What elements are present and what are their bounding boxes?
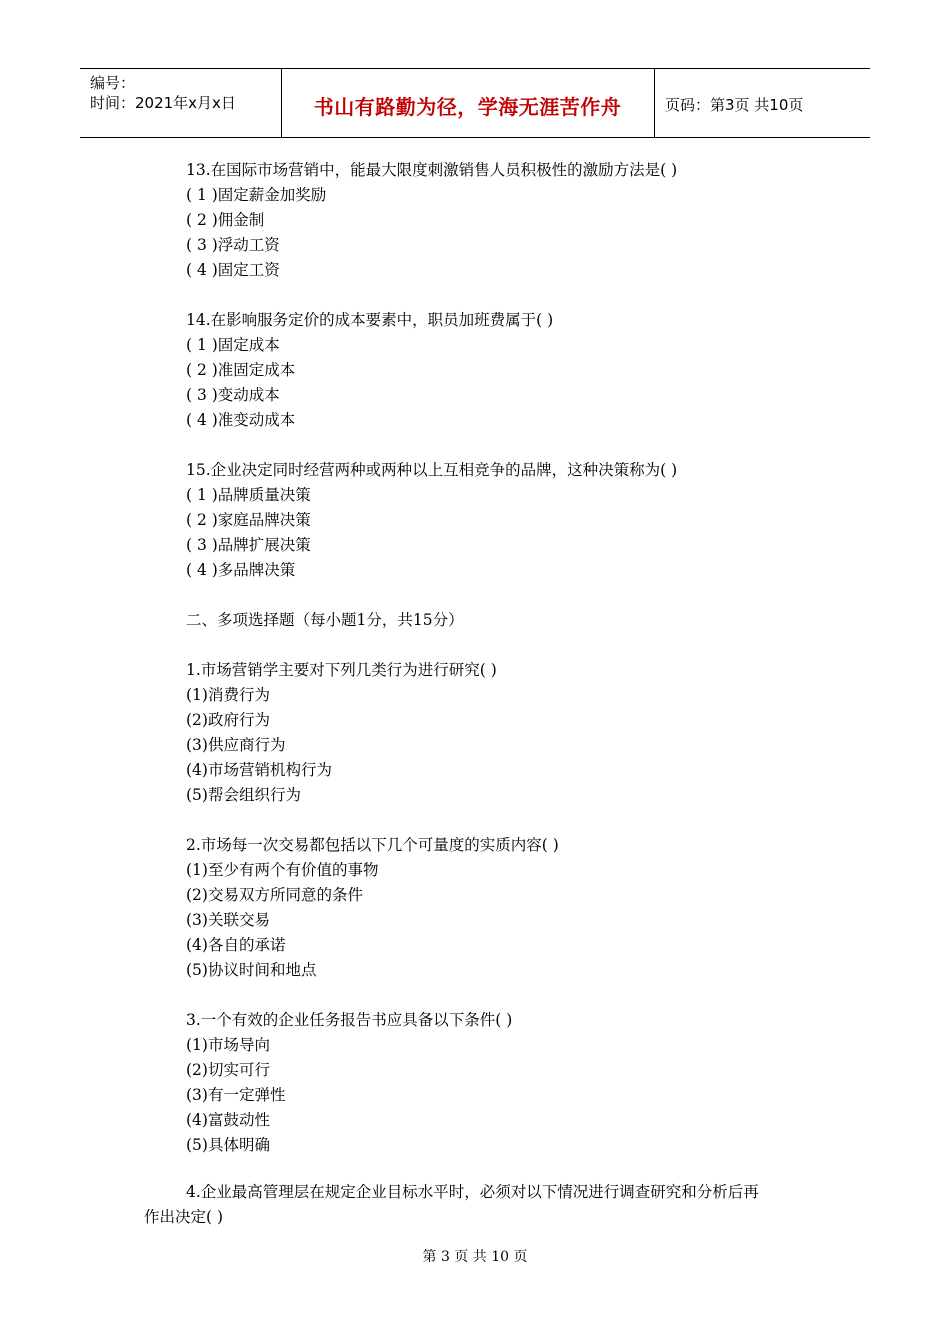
- option: (2)政府行为: [186, 711, 270, 729]
- option: ( 4 )多品牌决策: [186, 561, 296, 579]
- option: (5)帮会组织行为: [186, 786, 301, 804]
- option: (4)富鼓动性: [186, 1111, 270, 1129]
- motto: 书山有路勤为径，学海无涯苦作舟: [313, 95, 622, 119]
- option: ( 2 )家庭品牌决策: [186, 511, 311, 529]
- option: ( 2 )佣金制: [186, 211, 265, 229]
- option: (3)有一定弹性: [186, 1086, 286, 1104]
- question-4: [144, 1180, 824, 1230]
- code-label: 编号：: [90, 74, 136, 92]
- question-stem: 3.一个有效的企业任务报告书应具备以下条件( ): [186, 1011, 513, 1029]
- option: ( 3 )变动成本: [186, 386, 280, 404]
- option: (4)各自的承诺: [186, 936, 286, 954]
- header-meta-cell: [80, 69, 282, 137]
- option: (1)至少有两个有价值的事物: [186, 861, 379, 879]
- question-list: [186, 158, 826, 1158]
- question-stem-line-2: 作出决定( ): [144, 1208, 224, 1226]
- question-stem: 1.市场营销学主要对下列几类行为进行研究( ): [186, 661, 497, 679]
- page-footer: 第 3 页 共 10 页: [422, 1249, 528, 1265]
- question-stem: 13.在国际市场营销中，能最大限度刺激销售人员积极性的激励方法是( ): [186, 161, 678, 179]
- header-motto-cell: [281, 69, 655, 137]
- question-stem-line-1: 4.企业最高管理层在规定企业目标水平时，必须对以下情况进行调查研究和分析后再: [186, 1183, 759, 1201]
- option: ( 4 )固定工资: [186, 261, 280, 279]
- option: ( 4 )准变动成本: [186, 411, 296, 429]
- section-title: 二、多项选择题（每小题1分，共15分）: [186, 611, 464, 629]
- option: (4)市场营销机构行为: [186, 761, 332, 779]
- option: ( 1 )品牌质量决策: [186, 486, 311, 504]
- page-info: 页码：第3页 共10页: [665, 96, 804, 114]
- option: (1)市场导向: [186, 1036, 270, 1054]
- option: (1)消费行为: [186, 686, 270, 704]
- question-stem: 15.企业决定同时经营两种或两种以上互相竞争的品牌，这种决策称为( ): [186, 461, 678, 479]
- option: (2)交易双方所同意的条件: [186, 886, 363, 904]
- page-header: [80, 68, 870, 138]
- option: ( 1 )固定薪金加奖励: [186, 186, 327, 204]
- option: (2)切实可行: [186, 1061, 270, 1079]
- header-page-cell: [655, 69, 870, 137]
- option: (5)协议时间和地点: [186, 961, 317, 979]
- option: (5)具体明确: [186, 1136, 270, 1154]
- option: ( 3 )浮动工资: [186, 236, 280, 254]
- option: (3)供应商行为: [186, 736, 286, 754]
- option: ( 2 )准固定成本: [186, 361, 296, 379]
- option: ( 1 )固定成本: [186, 336, 280, 354]
- option: (3)关联交易: [186, 911, 270, 929]
- time-label: 时间：2021年x月x日: [90, 94, 236, 112]
- question-stem: 14.在影响服务定价的成本要素中，职员加班费属于( ): [186, 311, 554, 329]
- option: ( 3 )品牌扩展决策: [186, 536, 311, 554]
- question-stem: 2.市场每一次交易都包括以下几个可量度的实质内容( ): [186, 836, 559, 854]
